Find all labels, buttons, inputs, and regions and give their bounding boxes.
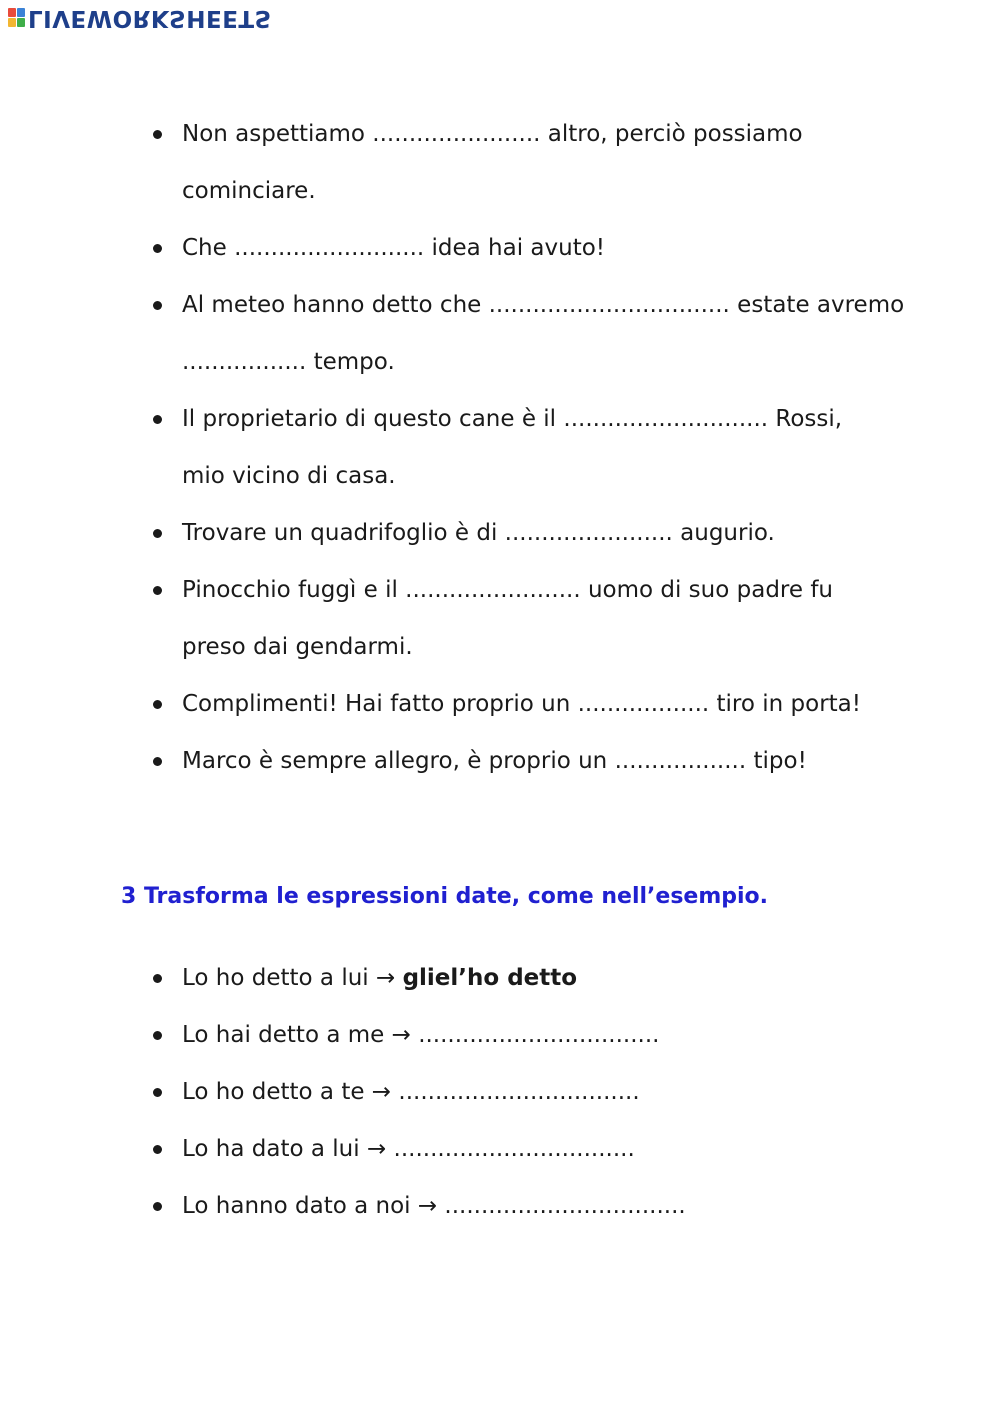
item-text-line: Al meteo hanno detto che ................................. estate avremo [182, 292, 905, 318]
logo-block-d [17, 18, 25, 27]
exercise-3-list [150, 950, 686, 1235]
item-text-line: Pinocchio fuggì e il ........................ uomo di suo padre fu [182, 577, 834, 603]
list-item [150, 106, 904, 220]
logo-block-a [8, 8, 16, 17]
list-item [150, 1064, 686, 1121]
item-text: Lo ho detto a te → ................................. [182, 1079, 640, 1105]
exercise-2-list [150, 106, 904, 790]
item-text: Lo hai detto a me → ................................. [182, 1022, 660, 1048]
list-item [150, 562, 904, 676]
liveworksheets-logo [8, 6, 272, 29]
logo-blocks-icon [8, 8, 25, 27]
list-item [150, 1121, 686, 1178]
item-text-line: Non aspettiamo ....................... altro, perciò possiamo [182, 121, 803, 147]
list-item [150, 277, 904, 391]
list-item [150, 1007, 686, 1064]
item-text-line: preso dai gendarmi. [182, 634, 413, 660]
item-text-line: Che .......................... idea hai avuto! [182, 235, 606, 261]
list-item-example [150, 950, 686, 1007]
example-prompt: Lo ho detto a lui → [182, 965, 403, 991]
logo-block-c [8, 18, 16, 27]
logo-text: LIVEWORKSHEETS [28, 5, 272, 31]
item-text-line: Marco è sempre allegro, è proprio un .................. tipo! [182, 748, 807, 774]
item-text: Lo ha dato a lui → ................................. [182, 1136, 635, 1162]
list-item [150, 505, 904, 562]
exercise-3-title: 3 Trasforma le espressioni date, come nell’esempio. [121, 884, 769, 909]
item-text-line: Il proprietario di questo cane è il ............................ Rossi, [182, 406, 843, 432]
logo-block-b [17, 8, 25, 17]
list-item [150, 391, 904, 505]
list-item [150, 1178, 686, 1235]
list-item [150, 220, 904, 277]
list-item [150, 733, 904, 790]
item-text-line: mio vicino di casa. [182, 463, 396, 489]
item-text-line: ................. tempo. [182, 349, 395, 375]
example-answer: gliel’ho detto [402, 965, 578, 991]
item-text: Lo hanno dato a noi → ................................. [182, 1193, 686, 1219]
item-text-line: Trovare un quadrifoglio è di ....................... augurio. [182, 520, 775, 546]
item-text-line: Complimenti! Hai fatto proprio un .................. tiro in porta! [182, 691, 861, 717]
item-text-line: cominciare. [182, 178, 316, 204]
list-item [150, 676, 904, 733]
